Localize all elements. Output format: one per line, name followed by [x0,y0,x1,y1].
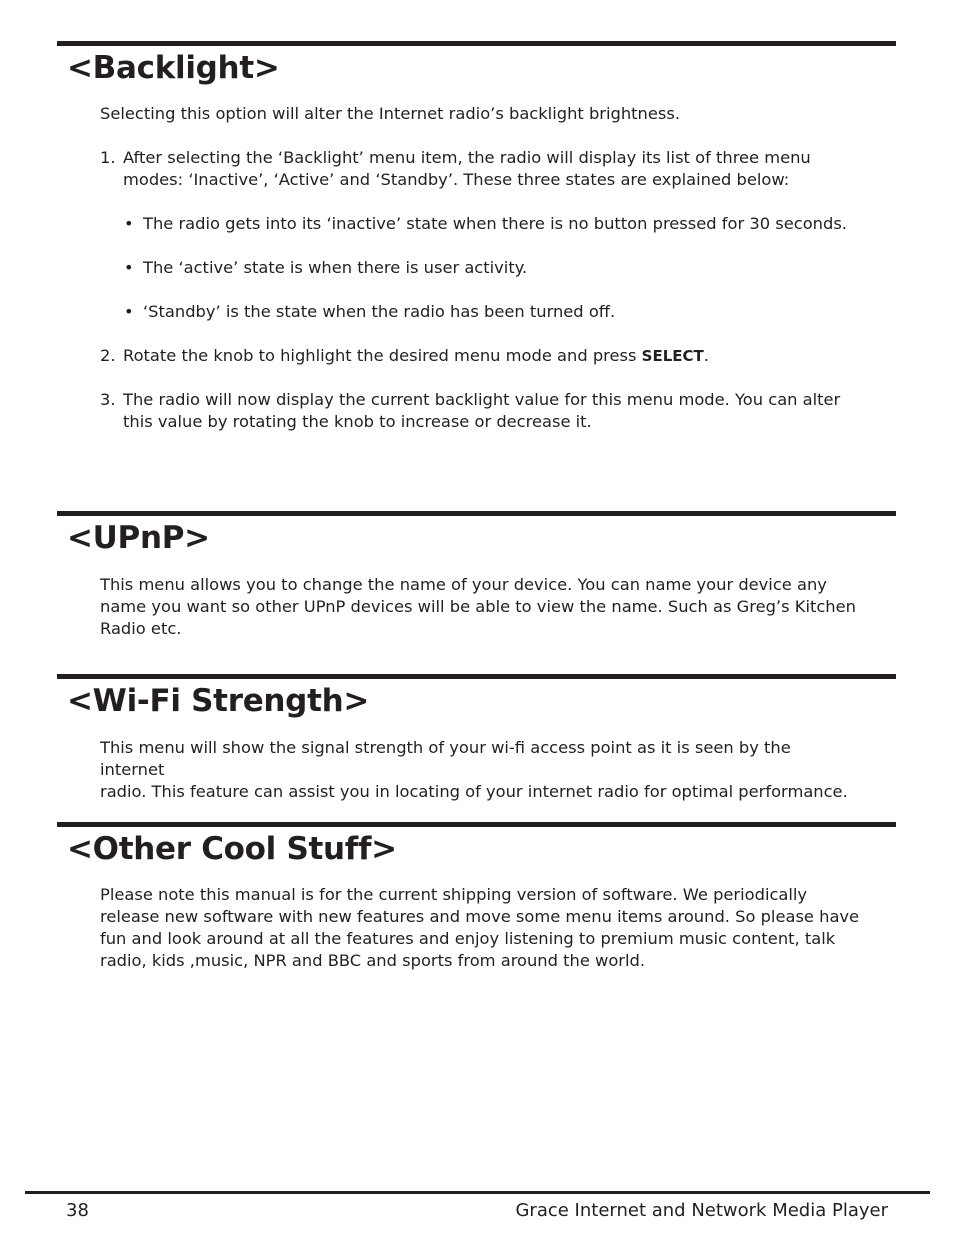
section-heading: <Other Cool Stuff> [67,831,397,867]
bullet-dot-icon: • [124,302,134,321]
upnp-section [57,511,896,560]
paragraph-line: name you want so other UPnP devices will be able to view the name. Such as Greg’s Kitchen [100,597,856,616]
other-section [57,822,896,871]
page-number: 38 [66,1200,89,1221]
step-number: 3. [100,390,116,409]
paragraph-line: This menu allows you to change the name of your device. You can name your device any [100,575,827,594]
bullet-text: ‘Standby’ is the state when the radio has been turned off. [143,302,616,321]
paragraph-line: release new software with new features and move some menu items around. So please have [100,907,860,926]
section-heading: <UPnP> [67,520,210,556]
step-text: Rotate the knob to highlight the desired menu mode and press [123,346,642,365]
paragraph-line: This menu will show the signal strength of your wi-fi access point as it is seen by the internet [100,738,791,779]
wifi-section [57,674,896,723]
step-number: 1. [100,148,116,167]
other-body [100,884,860,972]
bullet-item [124,301,864,323]
backlight-section [57,41,896,90]
paragraph-line: radio. This feature can assist you in locating of your internet radio for optimal performance. [100,782,848,801]
bullet-item [124,257,864,279]
step-line: After selecting the ‘Backlight’ menu item, the radio will display its list of three menu [123,148,811,167]
step-line: modes: ‘Inactive’, ‘Active’ and ‘Standby’. These three states are explained below: [123,170,790,189]
step-line: The radio will now display the current backlight value for this menu mode. You can alter [123,390,841,409]
backlight-step-2 [100,345,860,367]
backlight-step-3 [100,389,860,433]
bullet-item [124,213,864,235]
step-line: this value by rotating the knob to increase or decrease it. [123,412,592,431]
bullet-text: The radio gets into its ‘inactive’ state when there is no button pressed for 30 seconds. [143,214,847,233]
paragraph: Selecting this option will alter the Internet radio’s backlight brightness. [100,104,681,123]
paragraph-line: Please note this manual is for the current shipping version of software. We periodically [100,885,808,904]
backlight-intro [100,103,860,125]
footer-rule [25,1191,930,1194]
bullet-dot-icon: • [124,214,134,233]
backlight-step-1 [100,147,860,191]
select-keyword: SELECT [641,347,704,365]
paragraph-line: fun and look around at all the features and enjoy listening to premium music content, talk [100,929,836,948]
upnp-body [100,574,860,640]
bullet-text: The ‘active’ state is when there is user activity. [143,258,528,277]
step-text-end: . [703,346,709,365]
section-heading: <Wi-Fi Strength> [67,683,370,719]
footer-title: Grace Internet and Network Media Player [515,1200,888,1221]
paragraph-line: radio, kids ,music, NPR and BBC and sports from around the world. [100,951,646,970]
paragraph-line: Radio etc. [100,619,182,638]
section-heading: <Backlight> [67,50,280,86]
wifi-body [100,737,860,803]
step-number: 2. [100,346,116,365]
bullet-dot-icon: • [124,258,134,277]
